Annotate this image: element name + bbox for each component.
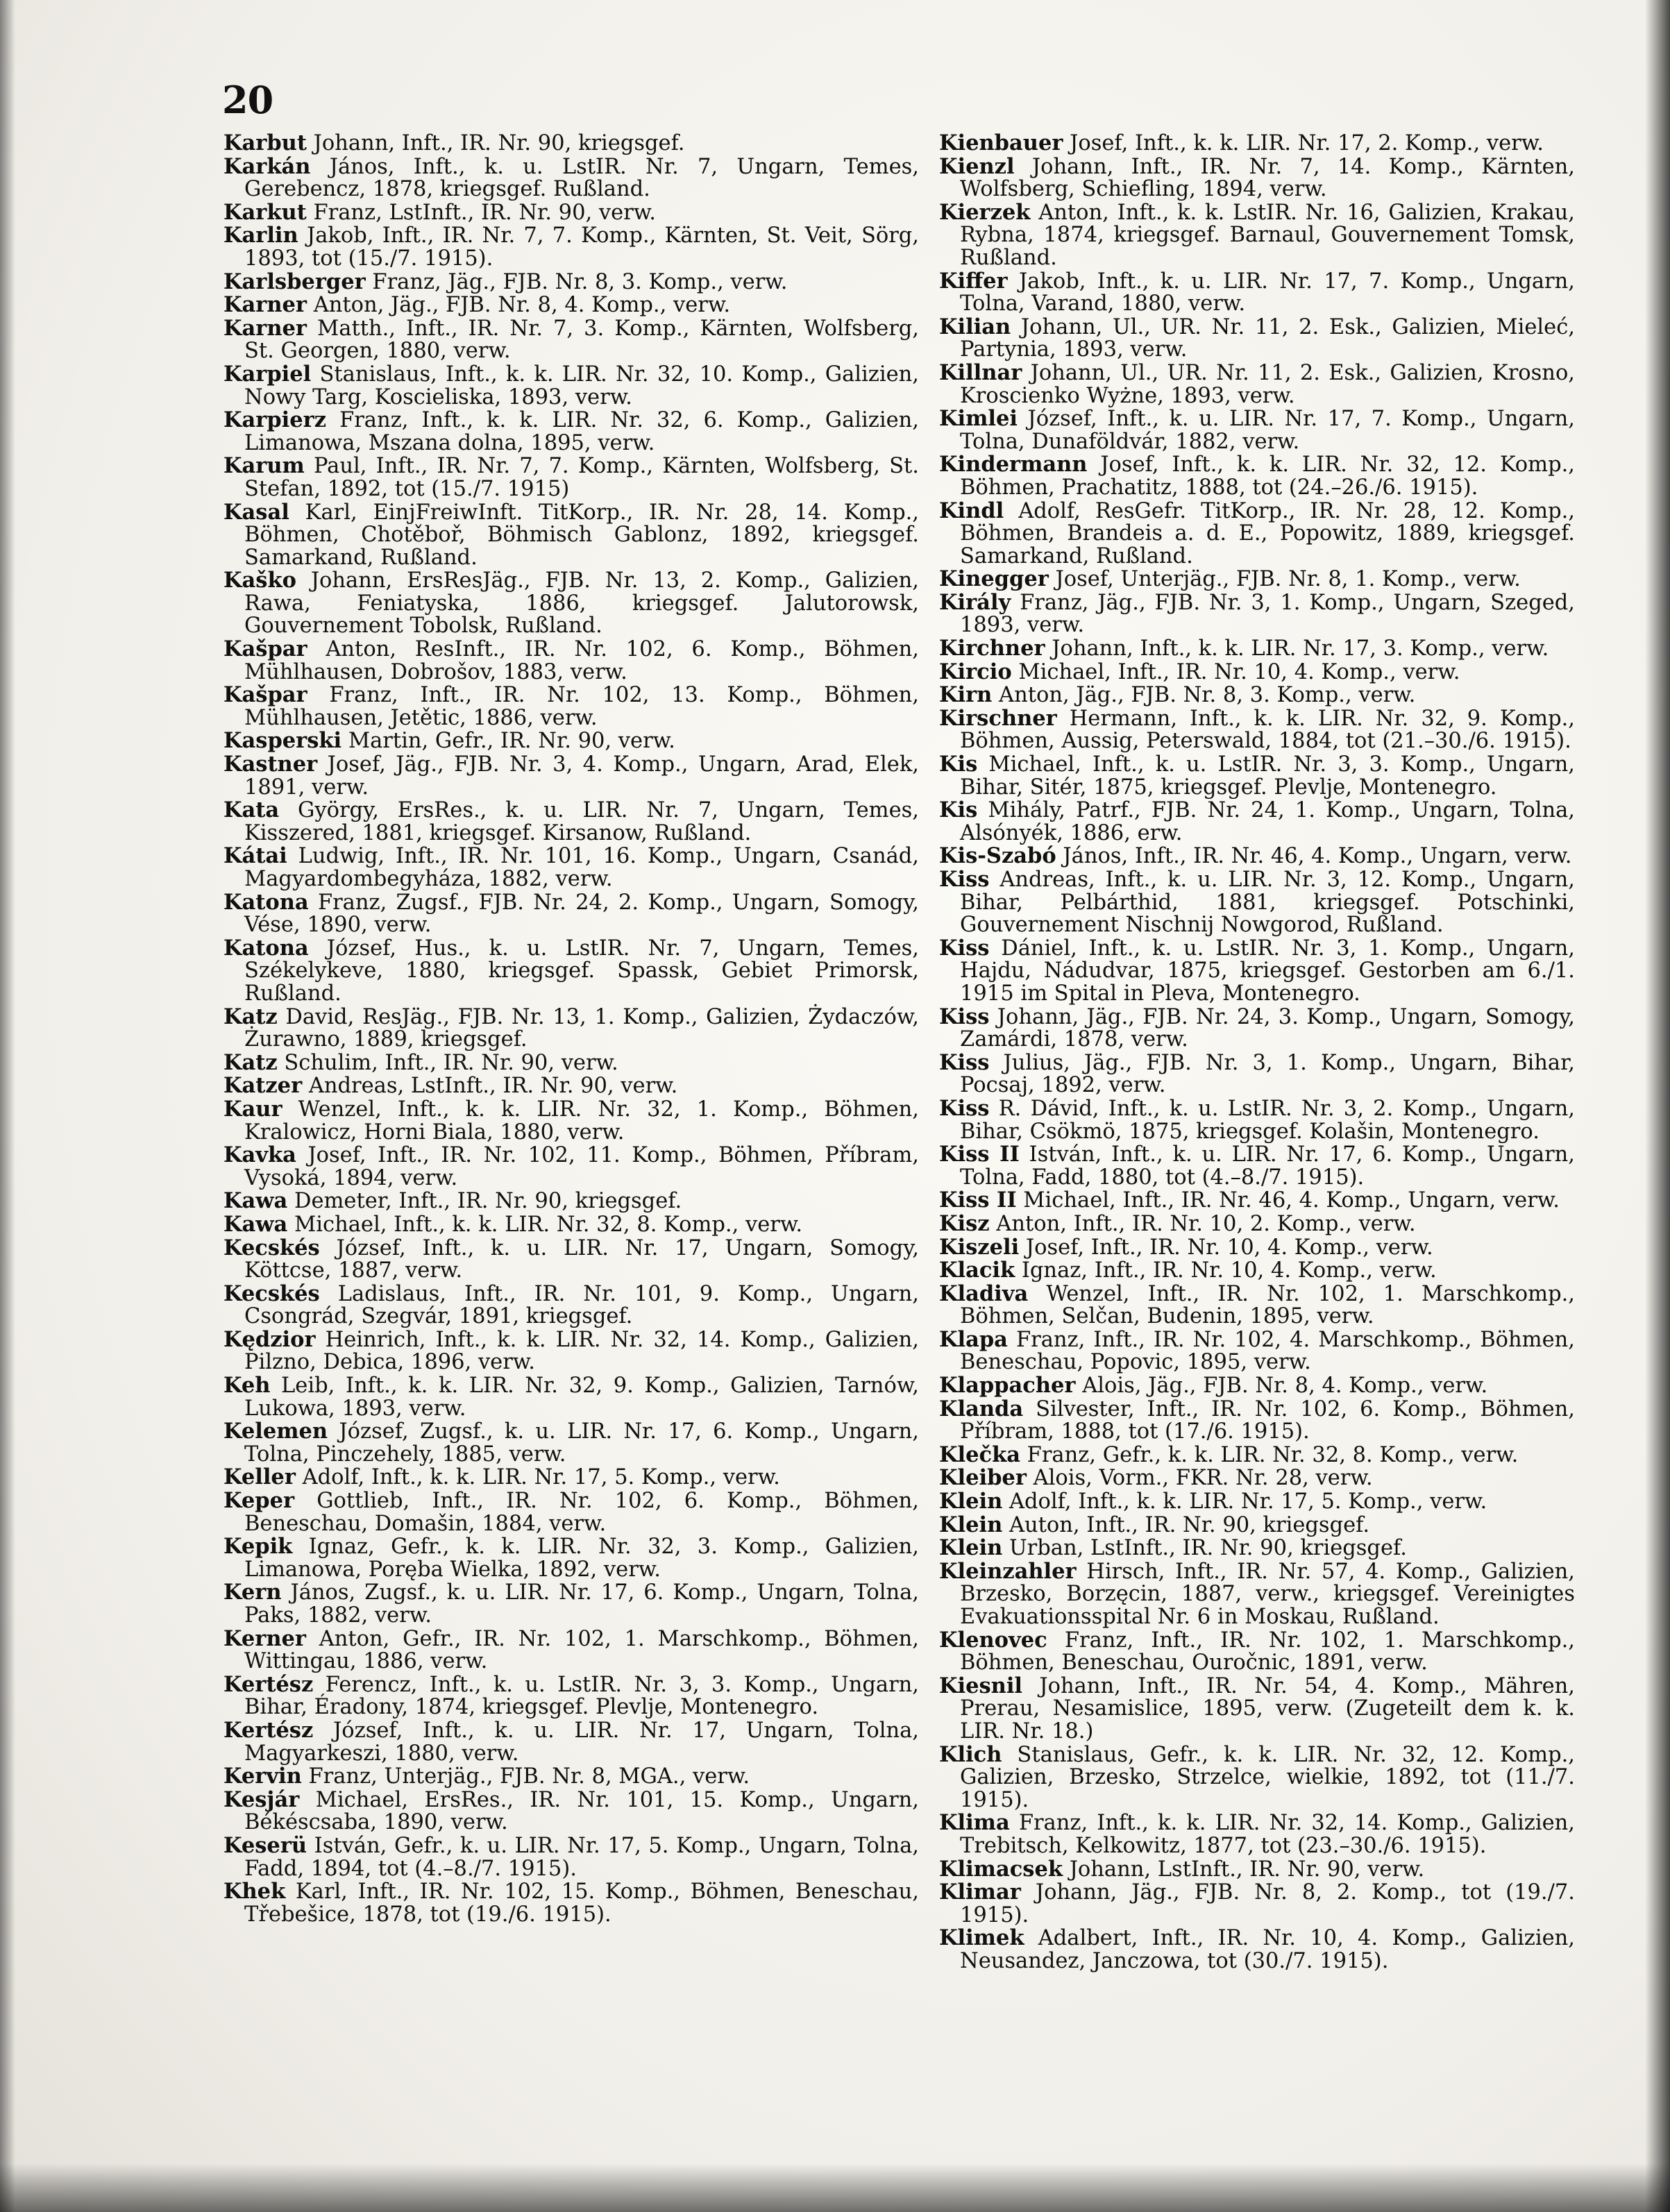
entry-surname: Kędzior [223, 1326, 316, 1352]
entry-details: Johann, LstInft., IR. Nr. 90, verw. [1069, 1857, 1425, 1882]
list-entry [223, 638, 919, 684]
entry-details: Julius, Jäg., FJB. Nr. 3, 1. Komp., Ungarn, Bihar, Pocsaj, 1892, verw. [960, 1050, 1575, 1098]
entry-details: Johann, Inft., IR. Nr. 7, 14. Komp., Kärnten, Wolfsberg, Schiefling, 1894, verw. [960, 154, 1575, 202]
list-entry [939, 155, 1575, 201]
entry-details: Jakob, Inft., k. u. LIR. Nr. 17, 7. Komp., Ungarn, Tolna, Varand, 1880, verw. [960, 269, 1575, 316]
list-entry [939, 1049, 1575, 1098]
entry-details: Franz, Gefr., k. k. LIR. Nr. 32, 8. Komp., verw. [1027, 1442, 1519, 1467]
list-entry [223, 1190, 919, 1213]
list-entry [939, 845, 1575, 868]
entry-details: Franz, Jäg., FJB. Nr. 8, 3. Komp., verw. [372, 269, 788, 294]
entry-surname: Kindl [939, 498, 1004, 523]
entry-surname: Klich [939, 1741, 1002, 1767]
entry-details: Johann, Inft., IR. Nr. 54, 4. Komp., Mähren, Prerau, Nesamislice, 1895, verw. (Zugeteilt dem k. k. LIR. Nr. 18.) [960, 1673, 1575, 1744]
list-entry [939, 500, 1575, 568]
entry-details: Adolf, Inft., k. k. LIR. Nr. 17, 5. Komp., verw. [302, 1465, 780, 1490]
entry-details: Franz, Jäg., FJB. Nr. 3, 1. Komp., Ungarn, Szeged, 1893, verw. [960, 590, 1575, 638]
list-entry [939, 1143, 1575, 1189]
entry-details: Anton, Inft., IR. Nr. 10, 2. Komp., verw. [996, 1211, 1416, 1236]
list-entry [939, 1881, 1575, 1927]
list-entry [223, 1466, 919, 1489]
entry-details: Gottlieb, Inft., IR. Nr. 102, 6. Komp., Böhmen, Beneschau, Domašin, 1884, verw. [244, 1489, 919, 1536]
list-entry [939, 316, 1575, 362]
entry-surname: Klenovec [939, 1627, 1047, 1653]
entry-surname: Kindermann [939, 452, 1088, 478]
list-entry [223, 271, 919, 294]
list-entry [223, 1098, 919, 1144]
entry-details: Dániel, Inft., k. u. LstIR. Nr. 3, 1. Komp., Ungarn, Hajdu, Nádudvar, 1875, kriegsgef. Gestorben am 6./1. 1915 im Spital in Pleva, Montenegro. [960, 936, 1575, 1006]
entry-details: Karl, EinjFreiwInft. TitKorp., IR. Nr. 28, 14. Komp., Böhmen, Chotěboř, Böhmisch Gablonz, 1892, kriegsgef. Samarkand, Rußland. [244, 500, 919, 570]
entry-surname: Kiss [939, 1095, 990, 1121]
list-entry [939, 1006, 1575, 1052]
entry-surname: Klimacsek [939, 1856, 1063, 1882]
list-entry [223, 937, 919, 1006]
entry-surname: Kašpar [223, 682, 307, 708]
entry-surname: Killnar [939, 360, 1022, 385]
entry-details: Adolf, Inft., k. k. LIR. Nr. 17, 5. Komp., verw. [1009, 1489, 1487, 1514]
entry-surname: Katona [223, 935, 309, 961]
list-entry [223, 753, 919, 799]
entry-surname: Kleinzahler [939, 1558, 1077, 1584]
entry-details: Johann, Ul., UR. Nr. 11, 2. Esk., Galizien, Krosno, Kroscienko Wyżne, 1893, verw. [960, 360, 1575, 408]
left-column [223, 132, 919, 1926]
list-entry [223, 1074, 919, 1098]
entry-surname: Kiss [939, 935, 990, 961]
entry-details: Anton, Inft., k. k. LstIR. Nr. 16, Galizien, Krakau, Rybna, 1874, kriegsgef. Barnaul, Gouvernement Tomsk, Rußland. [960, 200, 1575, 270]
entry-surname: Kaur [223, 1096, 282, 1122]
entry-details: Alois, Vorm., FKR. Nr. 28, verw. [1033, 1466, 1373, 1491]
entry-details: Josef, Inft., IR. Nr. 10, 4. Komp., verw. [1025, 1235, 1433, 1260]
entry-surname: Kasperski [223, 728, 342, 754]
entry-details: Hirsch, Inft., IR. Nr. 57, 4. Komp., Galizien, Brzesko, Borzęcin, 1887, verw., kriegsgef. Vereinigtes Evakuationsspital Nr. 6 in Moskau, Rußland. [960, 1559, 1575, 1629]
right-column [939, 132, 1575, 1973]
entry-surname: Katona [223, 889, 309, 915]
entry-surname: Kašpar [223, 636, 307, 662]
entry-details: Paul, Inft., IR. Nr. 7, 7. Komp., Kärnten, Wolfsberg, St. Stefan, 1892, tot (15./7. 1915) [244, 454, 920, 501]
page-number: 20 [222, 78, 273, 122]
entry-details: József, Inft., k. u. LIR. Nr. 17, 7. Komp., Ungarn, Tolna, Dunaföldvár, 1882, verw. [960, 407, 1575, 454]
entry-surname: Kiss [939, 1004, 990, 1029]
entry-details: Urban, LstInft., IR. Nr. 90, kriegsgef. [1009, 1536, 1407, 1561]
entry-details: Michael, Inft., IR. Nr. 10, 4. Komp., verw. [1018, 659, 1460, 684]
entry-details: Franz, Inft., IR. Nr. 102, 1. Marschkomp., Böhmen, Beneschau, Ouročnic, 1891, verw. [960, 1628, 1575, 1675]
entry-details: Anton, ResInft., IR. Nr. 102, 6. Komp., Böhmen, Mühlhausen, Dobrošov, 1883, verw. [244, 637, 919, 684]
list-entry [223, 845, 919, 890]
entry-surname: Kienbauer [939, 130, 1063, 155]
entry-surname: Klimar [939, 1880, 1021, 1905]
entry-surname: Kertész [223, 1671, 314, 1697]
entry-surname: Katz [223, 1004, 278, 1029]
entry-surname: Karlsberger [223, 269, 366, 294]
entry-details: Matth., Inft., IR. Nr. 7, 3. Komp., Kärnten, Wolfsberg, St. Georgen, 1880, verw. [244, 316, 919, 364]
entry-surname: Kirn [939, 682, 993, 708]
entry-surname: Kirchner [939, 636, 1045, 661]
entry-surname: Keper [223, 1488, 295, 1514]
entry-surname: Király [939, 589, 1011, 615]
list-entry [223, 1581, 919, 1627]
entry-details: Josef, Inft., IR. Nr. 102, 11. Komp., Böhmen, Příbram, Vysoká, 1894, verw. [244, 1143, 919, 1190]
entry-surname: Kiss II [939, 1188, 1017, 1213]
entry-surname: Khek [223, 1879, 286, 1905]
entry-details: David, ResJäg., FJB. Nr. 13, 1. Komp., Galizien, Żydaczów, Żurawno, 1889, kriegsgef. [244, 1004, 919, 1052]
entry-surname: Katz [223, 1049, 278, 1075]
entry-details: József, Inft., k. u. LIR. Nr. 17, Ungarn, Somogy, Köttcse, 1887, verw. [244, 1235, 920, 1283]
entry-surname: Karner [223, 315, 307, 341]
entry-surname: Kern [223, 1580, 282, 1605]
entry-surname: Kiss [939, 1049, 990, 1075]
entry-surname: Kiesnil [939, 1673, 1023, 1698]
entry-details: Michael, Inft., IR. Nr. 46, 4. Komp., Ungarn, verw. [1023, 1188, 1560, 1213]
list-entry [939, 1398, 1575, 1444]
list-entry [939, 753, 1575, 799]
list-entry [939, 1236, 1575, 1260]
entry-details: József, Zugsf., k. u. LIR. Nr. 17, 6. Komp., Ungarn, Tolna, Pinczehely, 1885, verw. [244, 1419, 919, 1467]
list-entry [223, 1374, 919, 1420]
entry-details: Michael, Inft., k. u. LstIR. Nr. 3, 3. Komp., Ungarn, Bihar, Sitér, 1875, kriegsgef. Plevlje, Montenegro. [960, 752, 1575, 800]
entry-details: Franz, Zugsf., FJB. Nr. 24, 2. Komp., Ungarn, Somogy, Vése, 1890, verw. [244, 890, 919, 938]
entry-details: Michael, Inft., k. k. LIR. Nr. 32, 8. Komp., verw. [294, 1212, 803, 1237]
list-entry [223, 891, 919, 937]
entry-surname: Kis [939, 797, 978, 823]
entry-details: Heinrich, Inft., k. k. LIR. Nr. 32, 14. Komp., Galizien, Pilzno, Debica, 1896, verw. [244, 1327, 919, 1375]
entry-surname: Kelemen [223, 1419, 328, 1444]
list-entry [939, 407, 1575, 453]
list-entry [939, 132, 1575, 155]
entry-surname: Klima [939, 1810, 1010, 1836]
list-entry [939, 1467, 1575, 1490]
entry-surname: Kecskés [223, 1235, 320, 1260]
entry-details: Wenzel, Inft., IR. Nr. 102, 1. Marschkomp., Böhmen, Selčan, Budenin, 1895, verw. [960, 1281, 1575, 1329]
list-entry [223, 729, 919, 753]
list-entry [223, 455, 919, 500]
entry-details: János, Inft., IR. Nr. 46, 4. Komp., Ungarn, verw. [1063, 844, 1572, 869]
list-entry [223, 1283, 919, 1328]
entry-surname: Kecskés [223, 1281, 320, 1306]
entry-details: Franz, Inft., IR. Nr. 102, 13. Komp., Böhmen, Mühlhausen, Jetětic, 1886, verw. [244, 683, 919, 730]
list-entry [939, 1374, 1575, 1398]
entry-details: Franz, Inft., IR. Nr. 102, 4. Marschkomp., Böhmen, Beneschau, Popovic, 1895, verw. [960, 1327, 1575, 1375]
list-entry [223, 224, 919, 270]
entry-details: György, ErsRes., k. u. LIR. Nr. 7, Ungarn, Temes, Kisszered, 1881, kriegsgef. Kirsanow, Rußland. [244, 798, 919, 845]
entry-surname: Kiss II [939, 1142, 1020, 1167]
entry-surname: Klein [939, 1512, 1003, 1537]
list-entry [939, 1629, 1575, 1675]
entry-surname: Karbut [223, 130, 307, 155]
entry-surname: Klappacher [939, 1373, 1076, 1399]
list-entry [223, 409, 919, 455]
list-entry [939, 568, 1575, 591]
list-entry [223, 1789, 919, 1834]
list-entry [223, 569, 919, 638]
list-entry [223, 1006, 919, 1052]
entry-details: Adolf, ResGefr. TitKorp., IR. Nr. 28, 12. Komp., Böhmen, Brandeis a. d. E., Popowitz, 1889, kriegsgef. Samarkand, Rußland. [960, 498, 1575, 568]
entry-details: Franz, LstInft., IR. Nr. 90, verw. [313, 200, 656, 225]
list-entry [223, 1049, 919, 1075]
list-entry [223, 1765, 919, 1789]
entry-details: Schulim, Inft., IR. Nr. 90, verw. [284, 1050, 618, 1075]
entry-surname: Klapa [939, 1326, 1008, 1352]
entry-details: Jakob, Inft., IR. Nr. 7, 7. Komp., Kärnten, St. Veit, Sörg, 1893, tot (15./7. 1915). [244, 223, 919, 271]
entry-surname: Klein [939, 1489, 1003, 1514]
list-entry [939, 1328, 1575, 1374]
entry-surname: Kis-Szabó [939, 843, 1056, 869]
entry-details: Ludwig, Inft., IR. Nr. 101, 16. Komp., Ungarn, Csanád, Magyardombegyháza, 1882, verw. [244, 844, 919, 891]
entry-details: Anton, Jäg., FJB. Nr. 8, 3. Komp., verw. [999, 683, 1416, 708]
entry-surname: Kinegger [939, 566, 1049, 592]
entry-surname: Karlin [223, 223, 298, 248]
entry-details: Josef, Inft., k. k. LIR. Nr. 32, 12. Komp., Böhmen, Prachatitz, 1888, tot (24.–26./6. 1915). [960, 453, 1575, 500]
entry-details: István, Inft., k. u. LIR. Nr. 17, 6. Komp., Ungarn, Tolna, Fadd, 1880, tot (4.–8./7. 1915). [960, 1142, 1575, 1190]
entry-details: Stanislaus, Gefr., k. k. LIR. Nr. 32, 12. Komp., Galizien, Brzesko, Strzelce, wielkie, 1892, tot (11./7. 1915). [960, 1742, 1575, 1812]
entry-surname: Kisz [939, 1210, 990, 1236]
entry-details: Auton, Inft., IR. Nr. 90, kriegsgef. [1009, 1512, 1370, 1537]
list-entry [939, 661, 1575, 684]
list-entry [223, 1489, 919, 1535]
entry-surname: Klimek [939, 1925, 1024, 1951]
entry-surname: Karner [223, 292, 307, 318]
list-entry [939, 1259, 1575, 1283]
entry-details: Franz, Unterjäg., FJB. Nr. 8, MGA., verw. [308, 1764, 750, 1789]
list-entry [939, 1858, 1575, 1882]
entry-surname: Kátai [223, 843, 287, 869]
entry-details: Johann, ErsResJäg., FJB. Nr. 13, 2. Komp., Galizien, Rawa, Feniatyska, 1886, kriegsgef. Jalutorowsk, Gouvernement Tobolsk, Rußland. [244, 568, 919, 639]
entry-details: Andreas, LstInft., IR. Nr. 90, verw. [308, 1074, 678, 1099]
entry-surname: Katzer [223, 1073, 303, 1099]
list-entry [939, 868, 1575, 937]
entry-surname: Kesjár [223, 1787, 300, 1812]
list-entry [939, 799, 1575, 845]
entry-surname: Karum [223, 453, 305, 479]
list-entry [223, 799, 919, 845]
entry-surname: Kiss [939, 867, 990, 892]
list-entry [939, 1812, 1575, 1857]
entry-details: Johann, Inft., IR. Nr. 90, kriegsgef. [313, 131, 685, 155]
entry-details: János, Inft., k. u. LstIR. Nr. 7, Ungarn, Temes, Gerebencz, 1878, kriegsgef. Rußland. [244, 154, 919, 202]
list-entry [223, 1535, 919, 1581]
list-entry [223, 1628, 919, 1673]
list-entry [223, 684, 919, 729]
list-entry [939, 1675, 1575, 1744]
list-entry [223, 317, 919, 363]
list-entry [939, 270, 1575, 316]
entry-surname: Kertész [223, 1717, 314, 1743]
entry-details: Josef, Inft., k. k. LIR. Nr. 17, 2. Komp., verw. [1070, 131, 1544, 155]
entry-details: Ignaz, Inft., IR. Nr. 10, 4. Komp., verw. [1021, 1258, 1437, 1283]
list-entry [939, 1210, 1575, 1236]
list-entry [939, 1927, 1575, 1973]
entry-surname: Karkán [223, 153, 311, 179]
entry-surname: Kladiva [939, 1281, 1029, 1306]
entry-details: Josef, Jäg., FJB. Nr. 3, 4. Komp., Ungarn, Arad, Elek, 1891, verw. [244, 752, 919, 800]
entry-details: János, Zugsf., k. u. LIR. Nr. 17, 6. Komp., Ungarn, Tolna, Paks, 1882, verw. [244, 1580, 920, 1628]
entry-details: Leib, Inft., k. k. LIR. Nr. 32, 9. Komp., Galizien, Tarnów, Lukowa, 1893, verw. [244, 1374, 919, 1421]
list-entry [223, 1673, 919, 1719]
entry-surname: Kata [223, 797, 280, 823]
entry-details: Stanislaus, Inft., k. k. LIR. Nr. 32, 10. Komp., Galizien, Nowy Targ, Koscieliska, 1893, verw. [244, 362, 919, 410]
entry-surname: Kiszeli [939, 1234, 1020, 1260]
entry-surname: Kavka [223, 1142, 296, 1168]
list-entry [223, 1719, 919, 1765]
entry-details: Mihály, Patrf., FJB. Nr. 24, 1. Komp., Ungarn, Tolna, Alsónyék, 1886, erw. [960, 798, 1576, 845]
list-entry [223, 1880, 919, 1926]
list-entry [223, 1834, 919, 1880]
entry-details: Andreas, Inft., k. u. LIR. Nr. 3, 12. Komp., Ungarn, Bihar, Pelbárthid, 1881, kriegsgef. Potschinki, Gouvernement Nischnij Nowgorod, Rußland. [960, 868, 1575, 938]
entry-details: Martin, Gefr., IR. Nr. 90, verw. [348, 729, 675, 754]
list-entry [223, 1144, 919, 1190]
list-entry [223, 363, 919, 409]
entry-surname: Kiffer [939, 268, 1008, 294]
entry-surname: Kastner [223, 752, 318, 777]
list-entry [939, 937, 1575, 1006]
list-entry [223, 132, 919, 155]
entry-details: Silvester, Inft., IR. Nr. 102, 6. Komp., Böhmen, Příbram, 1888, tot (17./6. 1915). [960, 1396, 1575, 1444]
entry-details: József, Hus., k. u. LstIR. Nr. 7, Ungarn, Temes, Székelykeve, 1880, kriegsgef. Spassk, Gebiet Primorsk, Rußland. [244, 936, 919, 1006]
entry-details: Johann, Jäg., FJB. Nr. 24, 3. Komp., Ungarn, Somogy, Zamárdi, 1878, verw. [960, 1004, 1575, 1052]
entry-surname: Keserü [223, 1832, 307, 1858]
entry-details: Anton, Jäg., FJB. Nr. 8, 4. Komp., verw. [313, 293, 731, 318]
scan-shadow-bottom [0, 2163, 1670, 2212]
entry-details: Franz, Inft., k. k. LIR. Nr. 32, 6. Komp., Galizien, Limanowa, Mszana dolna, 1895, verw. [244, 408, 919, 455]
list-entry [939, 453, 1575, 499]
list-entry [939, 684, 1575, 707]
entry-details: Franz, Inft., k. k. LIR. Nr. 32, 14. Komp., Galizien, Trebitsch, Kelkowitz, 1877, tot (23.–30./6. 1915). [960, 1811, 1575, 1858]
entry-surname: Klanda [939, 1396, 1024, 1421]
list-entry [223, 1213, 919, 1237]
list-entry [939, 201, 1575, 270]
list-entry [223, 201, 919, 225]
list-entry [223, 155, 919, 201]
entry-surname: Kircio [939, 659, 1012, 684]
entry-surname: Kawa [223, 1188, 288, 1214]
entry-surname: Kleiber [939, 1465, 1027, 1491]
list-entry [223, 294, 919, 317]
entry-details: Anton, Gefr., IR. Nr. 102, 1. Marschkomp., Böhmen, Wittingau, 1886, verw. [244, 1626, 919, 1674]
entry-surname: Kimlei [939, 406, 1018, 432]
list-entry [223, 501, 919, 570]
entry-surname: Kerner [223, 1626, 306, 1651]
list-entry [939, 637, 1575, 661]
entry-details: Michael, ErsRes., IR. Nr. 101, 15. Komp., Ungarn, Békéscsaba, 1890, verw. [244, 1787, 919, 1835]
entry-surname: Kervin [223, 1764, 302, 1789]
entry-details: Johann, Inft., k. k. LIR. Nr. 17, 3. Komp., verw. [1052, 636, 1549, 661]
entry-surname: Kirschner [939, 705, 1057, 731]
entry-surname: Keller [223, 1464, 296, 1490]
list-entry [939, 1514, 1575, 1537]
list-entry [939, 1283, 1575, 1328]
list-entry [939, 1444, 1575, 1467]
entry-surname: Kierzek [939, 199, 1031, 225]
entry-details: Wenzel, Inft., k. k. LIR. Nr. 32, 1. Komp., Böhmen, Kralowicz, Horni Biala, 1880, verw. [244, 1097, 919, 1145]
entry-details: R. Dávid, Inft., k. u. LstIR. Nr. 3, 2. Komp., Ungarn, Bihar, Csökmö, 1875, kriegsgef. Kolašin, Montenegro. [960, 1096, 1575, 1144]
entry-surname: Karpierz [223, 407, 327, 433]
entry-surname: Kilian [939, 314, 1011, 339]
entry-surname: Klein [939, 1535, 1003, 1561]
list-entry [939, 1097, 1575, 1143]
entry-surname: Kaško [223, 568, 296, 593]
entry-surname: Kasal [223, 499, 289, 525]
entry-details: Karl, Inft., IR. Nr. 102, 15. Komp., Böhmen, Beneschau, Třebešice, 1878, tot (19./6. 1915). [244, 1880, 919, 1927]
entry-surname: Keh [223, 1373, 271, 1399]
list-entry [939, 1560, 1575, 1629]
entry-details: Demeter, Inft., IR. Nr. 90, kriegsgef. [294, 1189, 682, 1214]
entry-details: Ferencz, Inft., k. u. LstIR. Nr. 3, 3. Komp., Ungarn, Bihar, Éradony, 1874, kriegsgef. Plevlje, Montenegro. [244, 1672, 919, 1720]
entry-surname: Kienzl [939, 153, 1015, 179]
entry-details: Johann, Ul., UR. Nr. 11, 2. Esk., Galizien, Mieleć, Partynia, 1893, verw. [960, 314, 1575, 362]
entry-surname: Kawa [223, 1211, 288, 1237]
list-entry [223, 1420, 919, 1466]
entry-surname: Karpiel [223, 361, 312, 387]
entry-details: József, Inft., k. u. LIR. Nr. 17, Ungarn, Tolna, Magyarkeszi, 1880, verw. [244, 1718, 919, 1766]
entry-details: Ignaz, Gefr., k. k. LIR. Nr. 32, 3. Komp., Galizien, Limanowa, Poręba Wielka, 1892, verw. [244, 1535, 919, 1582]
list-entry [939, 1537, 1575, 1560]
scan-shadow-right [1645, 0, 1670, 2212]
entry-surname: Kepik [223, 1534, 293, 1560]
list-entry [939, 1741, 1575, 1812]
entry-details: Johann, Jäg., FJB. Nr. 8, 2. Komp., tot (19./7. 1915). [960, 1880, 1575, 1927]
entry-details: István, Gefr., k. u. LIR. Nr. 17, 5. Komp., Ungarn, Tolna, Fadd, 1894, tot (4.–8./7. 1915). [244, 1833, 919, 1881]
entry-details: Hermann, Inft., k. k. LIR. Nr. 32, 9. Komp., Böhmen, Aussig, Peterswald, 1884, tot (21.–30./6. 1915). [960, 706, 1575, 754]
entry-surname: Karkut [223, 199, 307, 225]
scan-shadow-left [0, 0, 15, 2212]
list-entry [223, 1328, 919, 1374]
list-entry [939, 707, 1575, 753]
entry-details: Alois, Jäg., FJB. Nr. 8, 4. Komp., verw. [1082, 1374, 1488, 1399]
list-entry [939, 1490, 1575, 1514]
entry-details: Josef, Unterjäg., FJB. Nr. 8, 1. Komp., verw. [1055, 567, 1521, 592]
entry-surname: Klečka [939, 1442, 1020, 1467]
entry-surname: Kis [939, 752, 978, 777]
list-entry [223, 1237, 919, 1283]
entry-details: Ladislaus, Inft., IR. Nr. 101, 9. Komp., Ungarn, Csongrád, Szegvár, 1891, kriegsgef. [244, 1281, 919, 1329]
list-entry [939, 362, 1575, 407]
list-entry [939, 1189, 1575, 1213]
entry-details: Adalbert, Inft., IR. Nr. 10, 4. Komp., Galizien, Neusandez, Janczowa, tot (30./7. 1915). [960, 1926, 1575, 1973]
entry-surname: Klacik [939, 1258, 1015, 1283]
list-entry [939, 591, 1575, 637]
